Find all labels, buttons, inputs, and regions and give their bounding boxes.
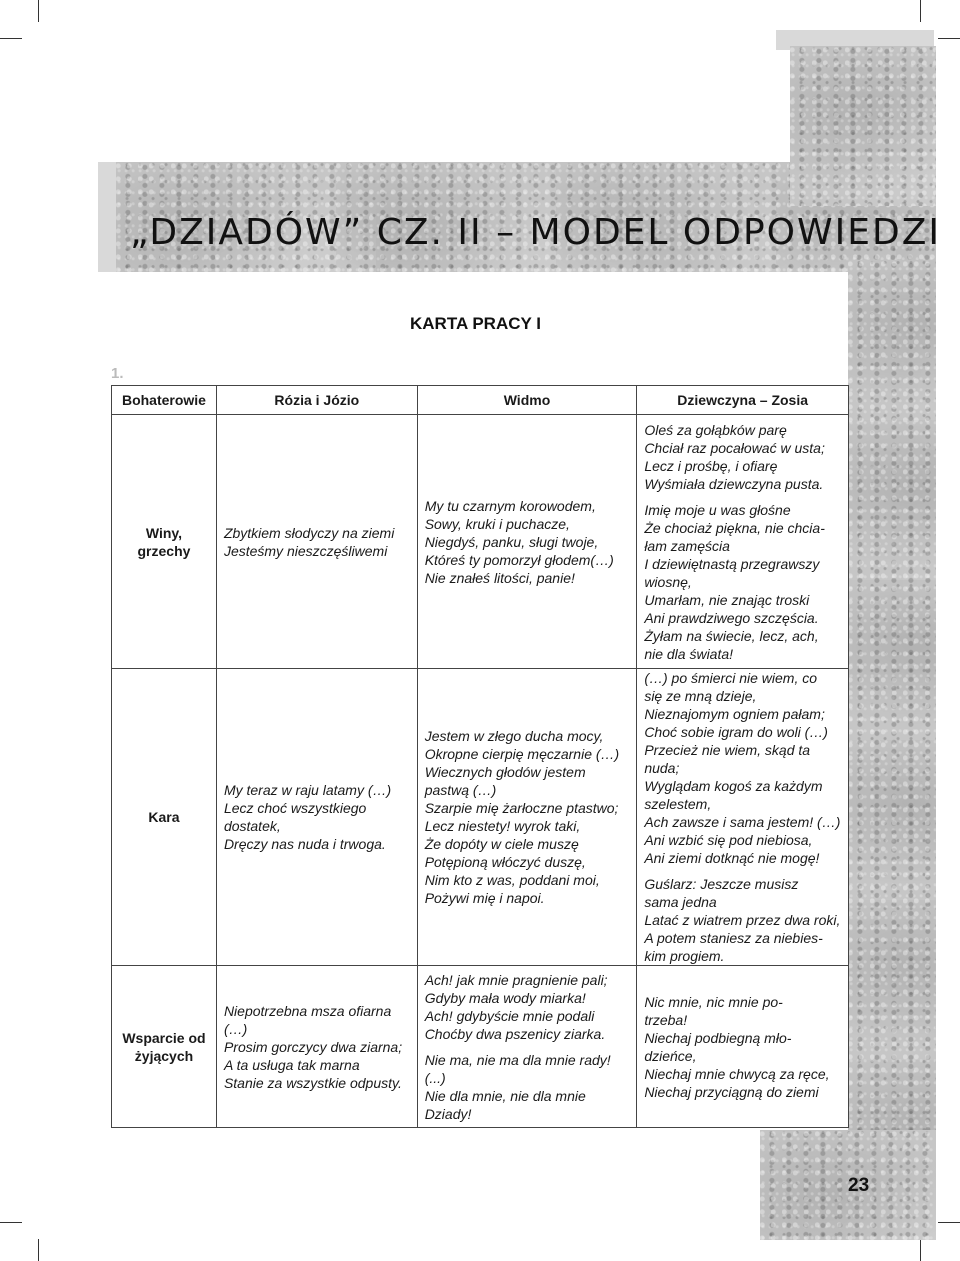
verse-line: Jesteśmy nieszczęśliwemi <box>223 542 388 559</box>
verse-line: Dziady! <box>424 1105 472 1122</box>
verse <box>644 875 841 965</box>
table-cell <box>637 966 849 1128</box>
row-label-line: żyjących <box>134 1047 194 1064</box>
verse-line: wiosnę, <box>644 573 692 590</box>
table-cell <box>216 669 417 966</box>
verse-line: Sowy, kruki i puchacze, <box>424 515 570 532</box>
verse <box>425 727 630 907</box>
table-row <box>112 415 849 669</box>
table-row <box>112 966 849 1128</box>
table-cell <box>417 669 637 966</box>
verse-line: Oleś za gołąbków parę <box>644 421 787 438</box>
row-label <box>112 415 217 669</box>
verse <box>644 993 841 1101</box>
table-cell <box>216 415 417 669</box>
verse-line: Żyłam na świecie, lecz, ach, <box>644 627 819 644</box>
verse-line: (...) <box>424 1069 446 1086</box>
row-label <box>112 669 217 966</box>
verse-line: Prosim gorczycy dwa ziarna; <box>223 1038 403 1055</box>
table-cell <box>637 415 849 669</box>
verse-line: Lecz niestety! wyrok taki, <box>424 818 581 834</box>
crop-mark <box>38 1239 39 1261</box>
verse-line: Okropne cierpię męczarnie (…) <box>424 746 620 762</box>
stone-header-block <box>790 46 936 206</box>
verse-line: Zbytkiem słodyczy na ziemi <box>223 524 395 541</box>
verse <box>224 781 410 853</box>
crop-mark <box>920 0 921 22</box>
verse-line: Ani prawdziwego szczęścia. <box>644 609 819 626</box>
verse <box>644 669 841 867</box>
verse-line: szelestem, <box>644 796 712 812</box>
verse-line: Nie ma, nie ma dla mnie rady! <box>424 1051 611 1068</box>
verse-line: Niechaj podbiegną mło- <box>644 1029 792 1046</box>
verse-line: dostatek, <box>223 818 281 834</box>
verse-line: A ta usługa tak marna <box>223 1056 360 1073</box>
verse <box>425 971 630 1043</box>
verse-line: Wiecznych głodów jestem <box>424 764 586 780</box>
verse-line: Któreś ty pomorzył głodem(…) <box>424 551 614 568</box>
verse-line: Gdyby mała wody miarka! <box>424 989 586 1006</box>
verse-line: Niechaj mnie chwycą za ręce, <box>644 1065 830 1082</box>
verse-line: Ach! jak mnie pragnienie pali; <box>424 971 608 988</box>
verse-line: Niepotrzebna msza ofiarna <box>223 1002 392 1019</box>
verse-line: pastwą (…) <box>424 782 497 798</box>
table-cell <box>417 966 637 1128</box>
worksheet-table <box>111 385 849 1128</box>
verse-line: Ani wzbić się pod niebiosa, <box>644 832 813 848</box>
column-header: Rózia i Józio <box>216 386 417 415</box>
verse <box>224 1002 410 1092</box>
verse-line: Guślarz: Jeszcze musisz <box>644 876 799 892</box>
verse-line: I dziewiętnastą przegrawszy <box>644 555 820 572</box>
verse-line: Ani ziemi dotknąć nie mogę! <box>644 850 820 866</box>
verse-line: sama jedna <box>644 894 717 910</box>
verse-line: (…) <box>223 1020 248 1037</box>
verse <box>425 1051 630 1123</box>
column-header: Dziewczyna – Zosia <box>637 386 849 415</box>
verse-line: Niegdyś, panku, sługi twoje, <box>424 533 599 550</box>
crop-mark <box>920 1239 921 1261</box>
crop-mark <box>938 1222 960 1223</box>
verse-line: Chciał raz pocałować w usta; <box>644 439 825 456</box>
verse-line: Ach zawsze i sama jestem! (…) <box>644 814 841 830</box>
verse-line: dzieńce, <box>644 1047 697 1064</box>
crop-mark <box>0 38 22 39</box>
column-header: Bohaterowie <box>112 386 217 415</box>
verse-line: Nie dla mnie, nie dla mnie <box>424 1087 586 1104</box>
spacer <box>644 493 841 501</box>
verse-line: A potem staniesz za niebies- <box>644 930 823 946</box>
verse <box>425 497 630 587</box>
crop-mark <box>0 1222 22 1223</box>
crop-mark <box>38 0 39 22</box>
verse <box>224 524 410 560</box>
verse-line: Nie znałeś litości, panie! <box>424 569 575 586</box>
verse-line: Imię moje u was głośne <box>644 501 791 518</box>
verse-line: łam zamęścia <box>644 537 730 554</box>
verse-line: Potępioną włóczyć duszę, <box>424 854 586 870</box>
table-row <box>112 669 849 966</box>
verse <box>644 421 841 493</box>
verse-line: Lecz choć wszystkiego <box>223 800 367 816</box>
verse-line: się ze mną dzieje, <box>644 688 757 704</box>
verse-line: Przecież nie wiem, skąd ta nuda; <box>644 742 811 776</box>
verse-line: Stanie za wszystkie odpusty. <box>223 1074 402 1091</box>
row-label <box>112 966 217 1128</box>
verse-line: nie dla świata! <box>644 645 734 662</box>
verse-line: trzeba! <box>644 1011 688 1028</box>
table-cell <box>216 966 417 1128</box>
spacer <box>644 867 841 875</box>
verse-line: Wyglądam kogoś za każdym <box>644 778 823 794</box>
table-cell <box>637 669 849 966</box>
verse-line: My teraz w raju latamy (…) <box>223 782 392 798</box>
verse-line: Dręczy nas nuda i trwoga. <box>223 836 386 852</box>
worksheet-subtitle: KARTA PRACY I <box>410 314 541 333</box>
row-label-line: Wsparcie od <box>122 1029 206 1046</box>
page-number: 23 <box>848 1175 870 1196</box>
verse-line: Wyśmiała dziewczyna pusta. <box>644 475 824 492</box>
row-label-line: grzechy <box>137 542 191 559</box>
section-number: 1. <box>111 365 124 382</box>
stone-shadow <box>98 162 116 272</box>
stone-right-column <box>848 260 936 1240</box>
page-title: „DZIADÓW” CZ. II – MODEL ODPOWIEDZI <box>130 212 941 254</box>
crop-mark <box>938 38 960 39</box>
verse-line: (…) po śmierci nie wiem, co <box>644 670 818 686</box>
table-header-row <box>112 386 849 415</box>
verse <box>644 501 841 663</box>
verse-line: Nic mnie, nic mnie po- <box>644 993 783 1010</box>
verse-line: Choć sobie igram do woli (…) <box>644 724 828 740</box>
verse-line: Szarpie mię żarłoczne ptastwo; <box>424 800 619 816</box>
column-header: Widmo <box>417 386 637 415</box>
verse-line: Że chociaż piękna, nie chcia- <box>644 519 825 536</box>
verse-line: Jestem w złego ducha mocy, <box>424 728 604 744</box>
verse-line: Lecz i prośbę, i ofiarę <box>644 457 778 474</box>
verse-line: Nieznajomym ogniem pałam; <box>644 706 825 722</box>
verse-line: Że dopóty w ciele muszę <box>424 836 579 852</box>
verse-line: Umarłam, nie znając troski <box>644 591 810 608</box>
verse-line: Choćby dwa pszenicy ziarka. <box>424 1025 606 1042</box>
verse-line: Niechaj przyciągną do ziemi <box>644 1083 819 1100</box>
row-label-line: Winy, <box>145 524 183 541</box>
verse-line: kim progiem. <box>644 948 725 964</box>
row-label-line: Kara <box>148 809 180 825</box>
table-cell <box>417 415 637 669</box>
verse-line: Ach! gdybyście mnie podali <box>424 1007 595 1024</box>
verse-line: Pożywi mię i napoi. <box>424 890 545 906</box>
spacer <box>425 1043 630 1051</box>
verse-line: My tu czarnym korowodem, <box>424 497 596 514</box>
verse-line: Latać z wiatrem przez dwa roki, <box>644 912 841 928</box>
verse-line: Nim kto z was, poddani moi, <box>424 872 600 888</box>
